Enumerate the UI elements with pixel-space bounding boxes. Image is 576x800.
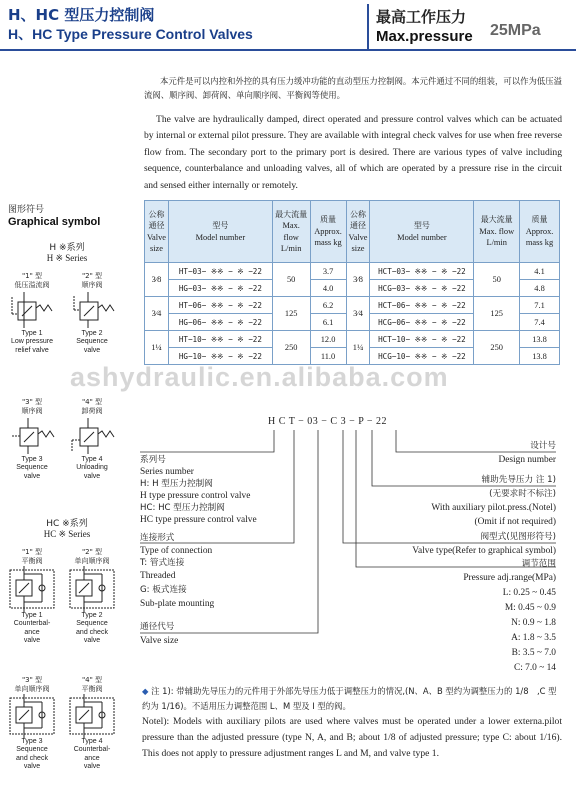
- cell-size: 3⁄4: [145, 297, 169, 331]
- cell-model: HG−10− ※※ − ※ −22: [168, 348, 272, 365]
- label-threaded-en: Threaded: [140, 571, 176, 581]
- label-valve-size-en: Valve size: [140, 636, 179, 646]
- label-subplate-cn: G: 板式连接: [140, 585, 187, 595]
- label-connection-en: Type of connection: [140, 546, 213, 556]
- header-model-hc: 型号 Model number: [370, 201, 474, 263]
- cell-flow: 125: [272, 297, 310, 331]
- h-type1-symbol: "1" 型 低压溢流阀 Type 1 Low pressure relief valve: [4, 272, 60, 355]
- title-en: H、HC Type Pressure Control Valves: [8, 26, 253, 42]
- cell-model: HCG−03− ※※ − ※ −22: [370, 280, 474, 297]
- cell-mass: 13.8: [520, 331, 560, 348]
- label-series-cn: 系列号: [140, 455, 166, 465]
- cell-flow: 50: [272, 263, 310, 297]
- note-en: Notel): Models with auxiliary pilots are used where valves must be operated under a lower externa.pilot pressure than the adjusted pressure (type N, A, and B; about 1/8 of adjusted pressure; type C: about 1/16). This does not apply to pressure adjustment ranges L and M, and valve type 1.: [142, 716, 562, 759]
- label-valve-type-en: Valve type(Refer to graphical symbol): [412, 546, 556, 556]
- cell-model: HT−03− ※※ − ※ −22: [168, 263, 272, 280]
- cell-model: HG−06− ※※ − ※ −22: [168, 314, 272, 331]
- label-subplate-en: Sub-plate mounting: [140, 599, 215, 609]
- label-valve-type-cn: 阀型式(见图形符号): [480, 532, 556, 542]
- cell-mass: 4.1: [520, 263, 560, 280]
- label-pilot-cn: 辅助先导压力 注 1): [481, 475, 556, 485]
- label-pilot-en: With auxiliary pilot.press.(Notel): [431, 503, 556, 513]
- graphical-symbol-heading-en: Graphical symbol: [8, 216, 101, 228]
- cell-size: 3⁄8: [346, 263, 370, 297]
- label-valve-size-cn: 通径代号: [140, 622, 175, 632]
- label-threaded-cn: T: 管式连接: [140, 558, 185, 568]
- header-max-flow-hc: 最大流量 Max. flow L/min: [474, 201, 520, 263]
- h-type3-symbol: "3" 型 顺序阀 Type 3 Sequence valve: [4, 398, 60, 481]
- range-l: L: 0.25 ~ 0.45: [502, 588, 556, 598]
- cell-mass: 6.1: [310, 314, 346, 331]
- cell-model: HCT−03− ※※ − ※ −22: [370, 263, 474, 280]
- label-hc-type-cn: HC: HC 型压力控制阀: [140, 503, 225, 513]
- intro-cn: 本元件是可以内控和外控的具有压力缓冲功能的直动型压力控制阀。本元件通过不同的组装，可以作为低压溢流阀、顺序阀、卸荷阀、单向顺序阀、平衡阀等使用。: [144, 76, 562, 100]
- hc-type3-symbol: "3" 型 单向顺序阀 Type 3 Sequence and check valve: [4, 676, 60, 772]
- cell-model: HG−03− ※※ − ※ −22: [168, 280, 272, 297]
- title-cn: H、HC 型压力控制阀: [8, 6, 155, 24]
- cell-flow: 250: [474, 331, 520, 365]
- cell-model: HCT−10− ※※ − ※ −22: [370, 331, 474, 348]
- label-series-en: Series number: [140, 467, 194, 477]
- label-range-cn: 调节范围: [521, 559, 556, 569]
- range-a: A: 1.8 ~ 3.5: [511, 633, 556, 643]
- label-design-cn: 设计号: [530, 441, 556, 451]
- header-valve-size: 公称通径 Valve size: [145, 201, 169, 263]
- cell-size: 3⁄8: [145, 263, 169, 297]
- range-b: B: 3.5 ~ 7.0: [511, 648, 556, 658]
- graphical-symbol-heading-cn: 图形符号: [8, 205, 45, 215]
- cell-mass: 3.7: [310, 263, 346, 280]
- cell-mass: 4.0: [310, 280, 346, 297]
- watermark: ashydraulic.en.alibaba.com: [70, 362, 449, 392]
- hc-type4-symbol: "4" 型 平衡阀 Type 4 Counterbal- ance valve: [64, 676, 120, 772]
- max-pressure-label-cn: 最高工作压力: [376, 8, 467, 26]
- range-n: N: 0.9 ~ 1.8: [511, 618, 556, 628]
- cell-size: 1¼: [346, 331, 370, 365]
- cell-size: 1¼: [145, 331, 169, 365]
- header-valve-size-hc: 公称通径 Valve size: [346, 201, 370, 263]
- cell-model: HCG−06− ※※ − ※ −22: [370, 314, 474, 331]
- model-code: H C T − 03 − C 3 − P − 22: [268, 416, 388, 427]
- label-connection-cn: 连接形式: [140, 533, 175, 543]
- cell-mass: 12.0: [310, 331, 346, 348]
- header-max-flow: 最大流量 Max. flow L/min: [272, 201, 310, 263]
- h-type2-symbol: "2" 型 顺序阀 Type 2 Sequence valve: [64, 272, 120, 355]
- label-h-type-cn: H: H 型压力控制阀: [140, 479, 213, 489]
- header-mass-hc: 质量 Approx. mass kg: [520, 201, 560, 263]
- max-pressure-value: 25MPa: [490, 22, 541, 39]
- cell-mass: 13.8: [520, 348, 560, 365]
- note-cn: ◆ 注 1): 带辅助先导压力的元件用于外部先导压力低于调整压力的情况,(N、A、B 型约为调整压力的 1/8 ,C 型约为 1/16)。不适用压力调整范围 L、M 型及 I 型的阀。: [142, 686, 557, 711]
- diamond-icon: ◆: [142, 686, 152, 696]
- label-hc-type-en: HC type pressure control valve: [140, 515, 257, 525]
- h-series-heading: H ※系列 H ※ Series: [46, 243, 88, 263]
- h-type4-symbol: "4" 型 卸荷阀 Type 4 Unloading valve: [64, 398, 120, 481]
- cell-mass: 6.2: [310, 297, 346, 314]
- cell-mass: 7.4: [520, 314, 560, 331]
- hc-type1-symbol: "1" 型 平衡阀 Type 1 Counterbal- ance valve: [4, 548, 60, 646]
- label-design-en: Design number: [498, 455, 556, 465]
- intro-en: The valve are hydraulically damped, direct operated and pressure control valves which can be actuated by internal or external pilot pressure. They are available with integral check valves for use when free reverse flow from. The secondary port to the primary port is desired. There are various types of valve including sequence, counterbalance and unloading valves, all of which are operated by a pressure rise in the circuit and sensed either internally or remotely.: [144, 114, 562, 191]
- cell-flow: 125: [474, 297, 520, 331]
- cell-model: HT−10− ※※ − ※ −22: [168, 331, 272, 348]
- label-pilot-en2: (Omit if not required): [474, 517, 556, 527]
- label-pilot-cn2: (无要求时不标注): [489, 489, 556, 499]
- cell-model: HT−06− ※※ − ※ −22: [168, 297, 272, 314]
- cell-mass: 4.8: [520, 280, 560, 297]
- hc-series-heading: HC ※系列 HC ※ Series: [43, 519, 91, 539]
- cell-flow: 250: [272, 331, 310, 365]
- header-model: 型号 Model number: [168, 201, 272, 263]
- label-h-type-en: H type pressure control valve: [140, 491, 251, 501]
- cell-flow: 50: [474, 263, 520, 297]
- label-range-en: Pressure adj.range(MPa): [463, 573, 556, 583]
- header-mass: 质量 Approx. mass kg: [310, 201, 346, 263]
- max-pressure-label-en: Max.pressure: [376, 28, 473, 45]
- cell-mass: 7.1: [520, 297, 560, 314]
- hc-type2-symbol: "2" 型 单向顺序阀 Type 2 Sequence and check valve: [64, 548, 120, 646]
- cell-model: HCT−06− ※※ − ※ −22: [370, 297, 474, 314]
- cell-model: HCG−10− ※※ − ※ −22: [370, 348, 474, 365]
- cell-mass: 11.0: [310, 348, 346, 365]
- range-m: M: 0.45 ~ 0.9: [504, 603, 556, 613]
- cell-size: 3⁄4: [346, 297, 370, 331]
- range-c: C: 7.0 ~ 14: [513, 663, 556, 673]
